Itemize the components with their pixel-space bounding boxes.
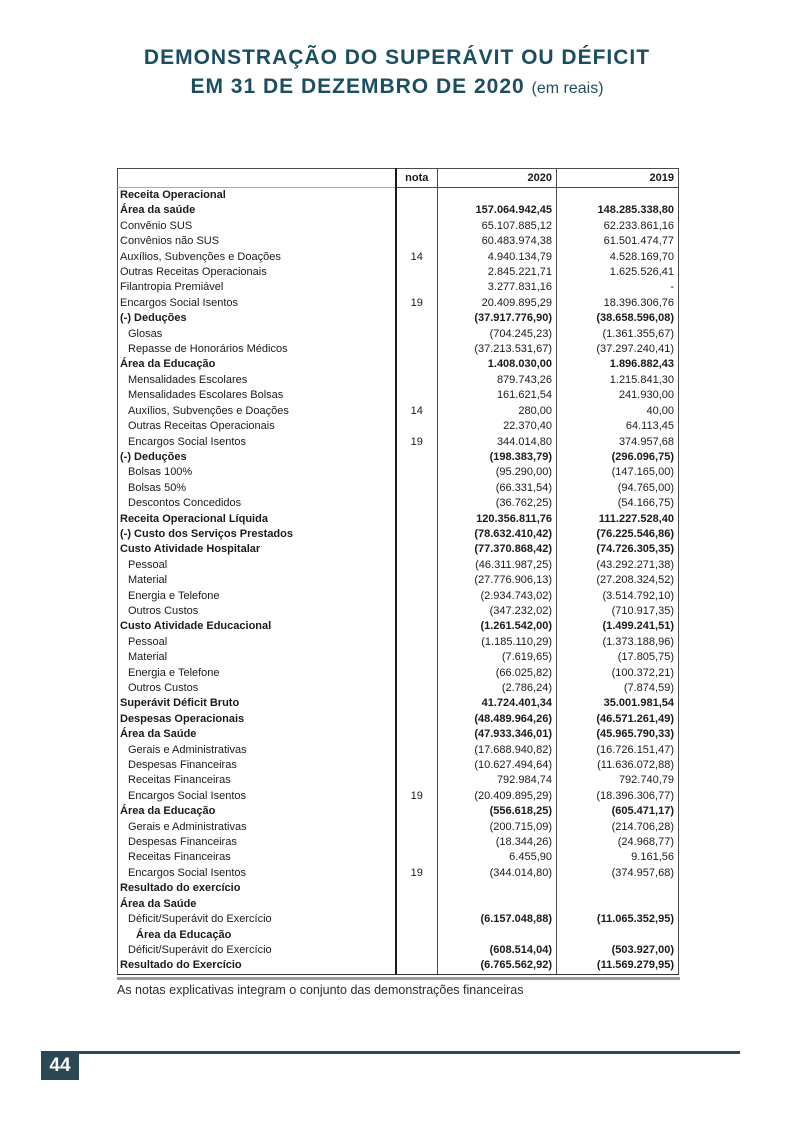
row-label: Energia e Telefone: [118, 589, 396, 604]
row-nota: [396, 604, 438, 619]
row-value-2020: (2.934.743,02): [438, 589, 557, 604]
row-value-2020: (47.933.346,01): [438, 727, 557, 742]
row-value-2020: 120.356.811,76: [438, 512, 557, 527]
row-value-2020: (46.311.987,25): [438, 558, 557, 573]
row-nota: [396, 835, 438, 850]
table-row: [118, 897, 679, 912]
row-nota: [396, 589, 438, 604]
row-label: Energia e Telefone: [118, 666, 396, 681]
table-row: [118, 542, 679, 557]
table-row: [118, 419, 679, 434]
row-value-2020: (95.290,00): [438, 465, 557, 480]
footer-rule: [79, 1051, 740, 1054]
row-value-2019: 4.528.169,70: [557, 250, 679, 265]
row-label: Mensalidades Escolares Bolsas: [118, 388, 396, 403]
row-label: Encargos Social Isentos: [118, 866, 396, 881]
table-row: [118, 527, 679, 542]
row-nota: 19: [396, 789, 438, 804]
row-nota: 14: [396, 404, 438, 419]
column-header-nota: nota: [396, 169, 438, 188]
row-value-2019: (24.968,77): [557, 835, 679, 850]
row-value-2019: (503.927,00): [557, 943, 679, 958]
row-value-2019: [557, 188, 679, 204]
table-row: [118, 928, 679, 943]
row-nota: 19: [396, 296, 438, 311]
row-label: Resultado do exercício: [118, 881, 396, 896]
row-label: Convênio SUS: [118, 219, 396, 234]
row-value-2020: [438, 881, 557, 896]
row-nota: [396, 234, 438, 249]
row-value-2020: [438, 928, 557, 943]
row-value-2019: 64.113,45: [557, 419, 679, 434]
row-label: Despesas Financeiras: [118, 758, 396, 773]
table-row: [118, 250, 679, 265]
table-row: [118, 619, 679, 634]
row-label: Auxílios, Subvenções e Doações: [118, 250, 396, 265]
row-value-2019: 40,00: [557, 404, 679, 419]
row-value-2019: (214.706,28): [557, 820, 679, 835]
table-row: [118, 589, 679, 604]
row-value-2019: (18.396.306,77): [557, 789, 679, 804]
row-nota: 19: [396, 866, 438, 881]
row-nota: [396, 512, 438, 527]
row-value-2019: (16.726.151,47): [557, 743, 679, 758]
row-label: Glosas: [118, 327, 396, 342]
row-label: Receita Operacional: [118, 188, 396, 204]
row-label: (-) Deduções: [118, 450, 396, 465]
row-label: Despesas Financeiras: [118, 835, 396, 850]
row-value-2019: (38.658.596,08): [557, 311, 679, 326]
row-label: Área da Educação: [118, 928, 396, 943]
row-nota: [396, 280, 438, 295]
row-value-2019: 792.740,79: [557, 773, 679, 788]
row-nota: [396, 773, 438, 788]
row-value-2020: (704.245,23): [438, 327, 557, 342]
row-nota: [396, 327, 438, 342]
table-row: [118, 234, 679, 249]
table-row: [118, 712, 679, 727]
row-label: Área da Educação: [118, 804, 396, 819]
row-nota: [396, 912, 438, 927]
row-value-2019: (7.874,59): [557, 681, 679, 696]
row-label: Custo Atividade Educacional: [118, 619, 396, 634]
table-row: [118, 373, 679, 388]
row-value-2020: 280,00: [438, 404, 557, 419]
row-nota: [396, 573, 438, 588]
table-header-row: [118, 169, 679, 188]
row-value-2019: (37.297.240,41): [557, 342, 679, 357]
table-row: [118, 943, 679, 958]
row-value-2019: (74.726.305,35): [557, 542, 679, 557]
row-label: Área da Saúde: [118, 727, 396, 742]
row-value-2019: (76.225.546,86): [557, 527, 679, 542]
row-value-2019: 35.001.981,54: [557, 696, 679, 711]
row-value-2020: 1.408.030,00: [438, 357, 557, 372]
row-label: Receitas Financeiras: [118, 773, 396, 788]
row-nota: [396, 712, 438, 727]
row-value-2020: (2.786,24): [438, 681, 557, 696]
table-row: [118, 912, 679, 927]
row-value-2019: (27.208.324,52): [557, 573, 679, 588]
row-value-2020: (198.383,79): [438, 450, 557, 465]
row-value-2019: (11.569.279,95): [557, 958, 679, 974]
document-title: [0, 44, 794, 104]
table-row: [118, 512, 679, 527]
row-label: Outras Receitas Operacionais: [118, 419, 396, 434]
table-row: [118, 758, 679, 773]
row-value-2020: (344.014,80): [438, 866, 557, 881]
table-header: [118, 169, 679, 188]
table-row: [118, 342, 679, 357]
row-value-2020: 879.743,26: [438, 373, 557, 388]
row-value-2019: -: [557, 280, 679, 295]
table-row: [118, 604, 679, 619]
row-label: Encargos Social Isentos: [118, 296, 396, 311]
table-row: [118, 727, 679, 742]
row-value-2020: 3.277.831,16: [438, 280, 557, 295]
table-row: [118, 188, 679, 204]
table-row: [118, 481, 679, 496]
row-nota: [396, 527, 438, 542]
row-label: Déficit/Superávit do Exercício: [118, 943, 396, 958]
row-value-2019: 9.161,56: [557, 850, 679, 865]
table-row: [118, 835, 679, 850]
row-nota: [396, 373, 438, 388]
row-value-2019: (94.765,00): [557, 481, 679, 496]
table-row: [118, 219, 679, 234]
row-value-2020: 65.107.885,12: [438, 219, 557, 234]
row-nota: [396, 897, 438, 912]
table-row: [118, 496, 679, 511]
column-header-label: [118, 169, 396, 188]
page-number-badge: 44: [41, 1051, 79, 1080]
row-value-2020: 20.409.895,29: [438, 296, 557, 311]
row-value-2019: 148.285.338,80: [557, 203, 679, 218]
row-label: Área da Educação: [118, 357, 396, 372]
row-value-2020: (347.232,02): [438, 604, 557, 619]
table-row: [118, 388, 679, 403]
table-row: [118, 280, 679, 295]
row-value-2020: 157.064.942,45: [438, 203, 557, 218]
row-value-2019: (45.965.790,33): [557, 727, 679, 742]
table-body: [118, 188, 679, 975]
row-value-2019: (296.096,75): [557, 450, 679, 465]
row-value-2019: (3.514.792,10): [557, 589, 679, 604]
row-nota: [396, 265, 438, 280]
row-label: Encargos Social Isentos: [118, 789, 396, 804]
table-row: [118, 203, 679, 218]
row-value-2020: (10.627.494,64): [438, 758, 557, 773]
table-row: [118, 357, 679, 372]
row-value-2019: 1.215.841,30: [557, 373, 679, 388]
row-nota: [396, 727, 438, 742]
row-label: Material: [118, 573, 396, 588]
row-nota: [396, 450, 438, 465]
row-value-2019: (710.917,35): [557, 604, 679, 619]
row-value-2020: (20.409.895,29): [438, 789, 557, 804]
row-value-2019: (374.957,68): [557, 866, 679, 881]
row-value-2020: 4.940.134,79: [438, 250, 557, 265]
row-value-2020: (1.185.110,29): [438, 635, 557, 650]
row-value-2019: (1.373.188,96): [557, 635, 679, 650]
row-value-2020: (1.261.542,00): [438, 619, 557, 634]
row-value-2019: [557, 881, 679, 896]
table-row: [118, 958, 679, 974]
title-line-2: [0, 72, 794, 104]
table-row: [118, 743, 679, 758]
row-label: Pessoal: [118, 558, 396, 573]
row-value-2020: (48.489.964,26): [438, 712, 557, 727]
row-label: Pessoal: [118, 635, 396, 650]
row-label: Auxílios, Subvenções e Doações: [118, 404, 396, 419]
row-value-2020: 792.984,74: [438, 773, 557, 788]
row-value-2019: (46.571.261,49): [557, 712, 679, 727]
row-value-2019: 111.227.528,40: [557, 512, 679, 527]
row-nota: [396, 666, 438, 681]
row-nota: [396, 958, 438, 974]
table-row: [118, 327, 679, 342]
row-value-2020: (6.765.562,92): [438, 958, 557, 974]
row-nota: [396, 388, 438, 403]
row-value-2019: 62.233.861,16: [557, 219, 679, 234]
table-row: [118, 465, 679, 480]
row-label: Convênios não SUS: [118, 234, 396, 249]
row-value-2020: (17.688.940,82): [438, 743, 557, 758]
row-nota: [396, 496, 438, 511]
row-label: Repasse de Honorários Médicos: [118, 342, 396, 357]
financial-statement-table-wrap: [117, 168, 680, 980]
row-value-2020: (608.514,04): [438, 943, 557, 958]
row-value-2019: [557, 928, 679, 943]
table-row: [118, 573, 679, 588]
row-value-2020: 344.014,80: [438, 435, 557, 450]
row-value-2020: 41.724.401,34: [438, 696, 557, 711]
row-label: Encargos Social Isentos: [118, 435, 396, 450]
row-value-2019: 241.930,00: [557, 388, 679, 403]
row-value-2019: 374.957,68: [557, 435, 679, 450]
row-nota: [396, 419, 438, 434]
row-value-2020: (78.632.410,42): [438, 527, 557, 542]
row-label: Gerais e Administrativas: [118, 820, 396, 835]
row-value-2020: [438, 897, 557, 912]
row-value-2019: (100.372,21): [557, 666, 679, 681]
row-value-2020: [438, 188, 557, 204]
row-label: Déficit/Superávit do Exercício: [118, 912, 396, 927]
row-value-2019: 1.896.882,43: [557, 357, 679, 372]
row-value-2020: (37.213.531,67): [438, 342, 557, 357]
row-value-2020: 2.845.221,71: [438, 265, 557, 280]
table-row: [118, 650, 679, 665]
row-value-2019: 18.396.306,76: [557, 296, 679, 311]
row-value-2020: (36.762,25): [438, 496, 557, 511]
row-value-2020: (37.917.776,90): [438, 311, 557, 326]
title-line-1: DEMONSTRAÇÃO DO SUPERÁVIT OU DÉFICIT: [143, 46, 651, 69]
row-label: Receita Operacional Líquida: [118, 512, 396, 527]
row-nota: [396, 311, 438, 326]
row-value-2020: 22.370,40: [438, 419, 557, 434]
row-nota: [396, 219, 438, 234]
row-value-2019: [557, 897, 679, 912]
table-row: [118, 850, 679, 865]
row-nota: [396, 481, 438, 496]
row-label: Gerais e Administrativas: [118, 743, 396, 758]
row-nota: [396, 619, 438, 634]
table-row: [118, 265, 679, 280]
row-value-2020: (6.157.048,88): [438, 912, 557, 927]
table-row: [118, 804, 679, 819]
row-value-2019: (43.292.271,38): [557, 558, 679, 573]
row-nota: [396, 342, 438, 357]
row-label: Área da Saúde: [118, 897, 396, 912]
row-value-2020: (18.344,26): [438, 835, 557, 850]
row-value-2019: (1.361.355,67): [557, 327, 679, 342]
row-nota: [396, 188, 438, 204]
row-nota: [396, 743, 438, 758]
row-value-2020: (77.370.868,42): [438, 542, 557, 557]
row-nota: [396, 881, 438, 896]
row-label: Outros Custos: [118, 681, 396, 696]
row-nota: [396, 804, 438, 819]
row-nota: [396, 758, 438, 773]
table-row: [118, 866, 679, 881]
row-value-2019: (54.166,75): [557, 496, 679, 511]
row-value-2020: 60.483.974,38: [438, 234, 557, 249]
row-label: Material: [118, 650, 396, 665]
table-row: [118, 450, 679, 465]
row-label: Filantropia Premiável: [118, 280, 396, 295]
row-value-2019: 1.625.526,41: [557, 265, 679, 280]
table-row: [118, 558, 679, 573]
row-value-2020: (66.331,54): [438, 481, 557, 496]
table-row: [118, 311, 679, 326]
row-label: Mensalidades Escolares: [118, 373, 396, 388]
row-value-2019: (11.065.352,95): [557, 912, 679, 927]
row-label: (-) Deduções: [118, 311, 396, 326]
row-label: Outras Receitas Operacionais: [118, 265, 396, 280]
row-value-2020: (556.618,25): [438, 804, 557, 819]
row-label: Receitas Financeiras: [118, 850, 396, 865]
row-nota: [396, 681, 438, 696]
table-row: [118, 820, 679, 835]
row-label: Bolsas 100%: [118, 465, 396, 480]
table-row: [118, 635, 679, 650]
table-row: [118, 404, 679, 419]
table-row: [118, 881, 679, 896]
row-nota: [396, 542, 438, 557]
table-row: [118, 296, 679, 311]
row-label: Custo Atividade Hospitalar: [118, 542, 396, 557]
row-value-2019: (1.499.241,51): [557, 619, 679, 634]
row-value-2019: (147.165,00): [557, 465, 679, 480]
row-label: Superávit Déficit Bruto: [118, 696, 396, 711]
table-row: [118, 789, 679, 804]
title-date: EM 31 DE DEZEMBRO DE 2020: [190, 75, 525, 98]
row-value-2020: (200.715,09): [438, 820, 557, 835]
row-nota: 14: [396, 250, 438, 265]
row-nota: [396, 357, 438, 372]
row-label: Outros Custos: [118, 604, 396, 619]
table-row: [118, 435, 679, 450]
row-nota: [396, 820, 438, 835]
table-row: [118, 696, 679, 711]
row-nota: [396, 465, 438, 480]
row-value-2019: (605.471,17): [557, 804, 679, 819]
row-value-2020: 6.455,90: [438, 850, 557, 865]
table-row: [118, 666, 679, 681]
row-nota: [396, 558, 438, 573]
row-value-2020: (27.776.906,13): [438, 573, 557, 588]
row-label: Despesas Operacionais: [118, 712, 396, 727]
row-nota: [396, 650, 438, 665]
row-nota: [396, 850, 438, 865]
row-label: Área da saúde: [118, 203, 396, 218]
financial-statement-table: [117, 168, 679, 975]
explanatory-notes-footnote: As notas explicativas integram o conjunto das demonstrações financeiras: [117, 983, 524, 997]
row-label: Bolsas 50%: [118, 481, 396, 496]
row-value-2020: (66.025,82): [438, 666, 557, 681]
row-nota: 19: [396, 435, 438, 450]
row-label: Descontos Concedidos: [118, 496, 396, 511]
row-value-2019: (11.636.072,88): [557, 758, 679, 773]
row-label: Resultado do Exercício: [118, 958, 396, 974]
row-nota: [396, 696, 438, 711]
table-row: [118, 773, 679, 788]
row-nota: [396, 928, 438, 943]
column-header-2020: 2020: [438, 169, 557, 188]
row-nota: [396, 635, 438, 650]
column-header-2019: 2019: [557, 169, 679, 188]
table-row: [118, 681, 679, 696]
row-value-2019: (17.805,75): [557, 650, 679, 665]
row-value-2020: 161.621,54: [438, 388, 557, 403]
row-nota: [396, 943, 438, 958]
row-label: (-) Custo dos Serviços Prestados: [118, 527, 396, 542]
title-currency-note: (em reais): [531, 80, 604, 97]
row-nota: [396, 203, 438, 218]
row-value-2020: (7.619,65): [438, 650, 557, 665]
row-value-2019: 61.501.474,77: [557, 234, 679, 249]
